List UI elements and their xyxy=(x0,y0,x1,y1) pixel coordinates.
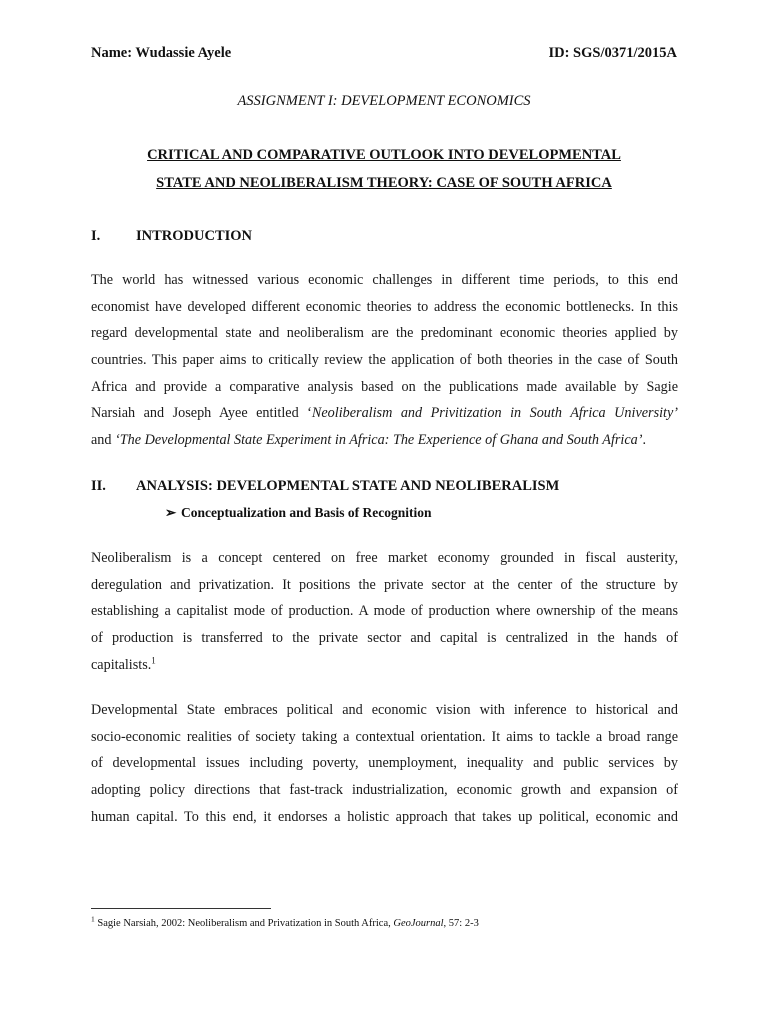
arrow-bullet-icon: ➢ xyxy=(165,505,177,520)
line-text: and xyxy=(91,432,116,449)
paragraph-line: economist have developed different economic theories to address the economic bottlenecks. In this xyxy=(91,298,678,315)
assignment-heading: ASSIGNMENT I: DEVELOPMENT ECONOMICS xyxy=(237,93,531,109)
footnote-journal: GeoJournal xyxy=(393,918,444,929)
paragraph-line: human capital. To this end, it endorses a holistic approach that takes up political, economic and xyxy=(91,808,678,825)
paragraph-line: of production is transferred to the private sector and capital is centralized in the hands of xyxy=(91,630,678,647)
line-text: . xyxy=(642,432,647,449)
paragraph-line xyxy=(91,427,678,454)
student-name: Name: Wudassie Ayele xyxy=(91,45,232,61)
section-1-number: I. xyxy=(91,228,101,244)
cited-title-1: Neoliberalism and Privitization in South Africa University’ xyxy=(311,405,678,422)
developmental-state-paragraph xyxy=(91,697,678,830)
cited-title-2: ‘The Developmental State Experiment in Africa: The Experience of Ghana and South Africa’ xyxy=(115,432,643,449)
subsection-heading: Conceptualization and Basis of Recognition xyxy=(181,505,432,520)
footnote-text: Sagie Narsiah, 2002: Neoliberalism and Privatization in South Africa, xyxy=(94,918,394,929)
footnote-suffix: , 57: 2-3 xyxy=(443,918,479,929)
paragraph-line: of developmental issues including poverty, unemployment, inequality and public services by xyxy=(91,755,678,772)
paragraph-line: adopting policy directions that fast-track industrialization, economic growth and expansion of xyxy=(91,782,678,799)
footnote-divider xyxy=(91,908,271,909)
neoliberalism-paragraph xyxy=(91,545,678,678)
footnote-mark: 1 xyxy=(91,914,95,924)
student-id: ID: SGS/0371/2015A xyxy=(548,45,677,61)
paragraph-line xyxy=(91,400,678,427)
paragraph-line: countries. This paper aims to critically review the application of both theories in the case of South xyxy=(91,352,678,369)
paragraph-line: Developmental State embraces political and economic vision with inference to historical and xyxy=(91,702,678,718)
paragraph-line: The world has witnessed various economic challenges in different time periods, to this end xyxy=(91,272,678,288)
section-2-title: ANALYSIS: DEVELOPMENTAL STATE AND NEOLIBERALISM xyxy=(136,478,560,494)
line-text: Narsiah and Joseph Ayee entitled ‘ xyxy=(91,405,312,422)
paragraph-line: Neoliberalism is a concept centered on free market economy grounded in fiscal austerity, xyxy=(91,550,678,566)
paragraph-line: deregulation and privatization. It positions the private sector at the center of the structure by xyxy=(91,576,678,593)
paragraph-line: establishing a capitalist mode of production. A mode of production where ownership of the means xyxy=(91,603,678,620)
footnote xyxy=(91,914,479,929)
section-1-title: INTRODUCTION xyxy=(136,228,253,244)
paragraph-line: socio-economic realities of society taking a contextual orientation. It aims to tackle a broad range xyxy=(91,728,678,745)
footnote-reference: 1 xyxy=(151,655,156,666)
line-text: capitalists. xyxy=(91,656,152,673)
section-2-number: II. xyxy=(91,478,106,494)
paragraph-line xyxy=(91,652,678,679)
paper-title-line-1: CRITICAL AND COMPARATIVE OUTLOOK INTO DEVELOPMENTAL xyxy=(147,147,621,163)
paragraph-line: regard developmental state and neoliberalism are the predominant economic theories applied by xyxy=(91,325,678,342)
introduction-paragraph xyxy=(91,267,678,454)
paper-title-line-2: STATE AND NEOLIBERALISM THEORY: CASE OF SOUTH AFRICA xyxy=(156,175,612,191)
paragraph-line: Africa and provide a comparative analysis based on the publications made available by Sagie xyxy=(91,378,678,395)
